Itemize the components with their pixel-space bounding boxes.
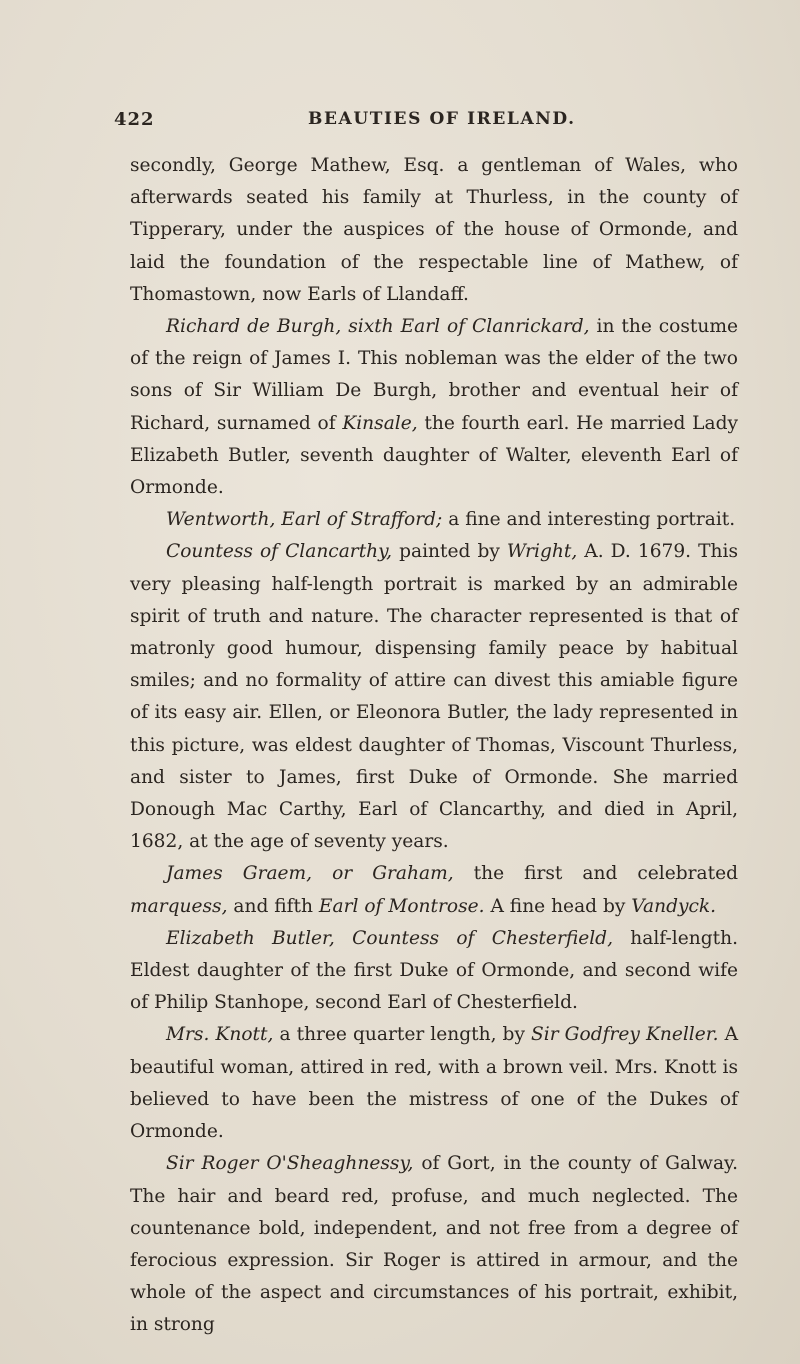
paragraph-clancarthy: Countess of Clancarthy, painted by Wright, A. D. 1679. This very pleasing half-length portrait is marked by an admirable spirit of truth and nature. The character represented is that of matronly good humour, dispensing family peace by habitual smiles; and no formality of attire can divest this amiable figure of its easy air. Ellen, or Eleonora Butler, the lady represented in this picture, was eldest daughter of Thomas, Viscount Thurless, and sister to James, first Duke of Ormonde. She married Donough Mac Carthy, Earl of Clancarthy, and died in April, 1682, at the age of seventy years. — [130, 541, 738, 853]
paragraph-strafford: Wentworth, Earl of Strafford; a fine and interesting portrait. — [166, 509, 736, 531]
running-title: BEAUTIES OF IRELAND. — [308, 109, 576, 129]
paragraph-mathew: secondly, George Mathew, Esq. a gentleman of Wales, who afterwards seated his family at Thurless, in the county of Tipperary, under the auspices of the house of Ormonde, and laid the foundation of the respectable line of Mathew, of Thomastown, now Earls of Llandaff. — [130, 155, 738, 305]
paragraph-knott: Mrs. Knott, a three quarter length, by Sir Godfrey Kneller. A beautiful woman, attired in red, with a brown veil. Mrs. Knott is believed to have been the mistress of one of the Dukes of Ormonde. — [130, 1024, 738, 1143]
paragraph-chesterfield: Elizabeth Butler, Countess of Chesterfield, half-length. Eldest daughter of the first Duke of Ormonde, and second wife of Philip Stanhope, second Earl of Chesterfield. — [130, 927, 738, 1014]
page-number: 422 — [114, 109, 155, 130]
paragraph-montrose: James Graem, or Graham, the first and celebrated marquess, and fifth Earl of Montrose. A fine head by Vandyck. — [130, 863, 738, 917]
paragraph-oshaughnessy: Sir Roger O'Sheaghnessy, of Gort, in the county of Galway. The hair and beard red, profuse, and much neglected. The countenance bold, independent, and not free from a degree of ferocious expression. Sir Roger is attired in armour, and the whole of the aspect and circumstances of his portrait, exhibit, in strong — [130, 1153, 738, 1336]
paragraph-clanrickard: Richard de Burgh, sixth Earl of Clanrickard, in the costume of the reign of James I. This nobleman was the elder of the two sons of Sir William De Burgh, brother and eventual heir of Richard, surnamed of Kinsale, the fourth earl. He married Lady Elizabeth Butler, seventh daughter of Walter, eleventh Earl of Ormonde. — [130, 316, 738, 499]
page-header — [114, 109, 738, 135]
body-text — [130, 150, 738, 1342]
